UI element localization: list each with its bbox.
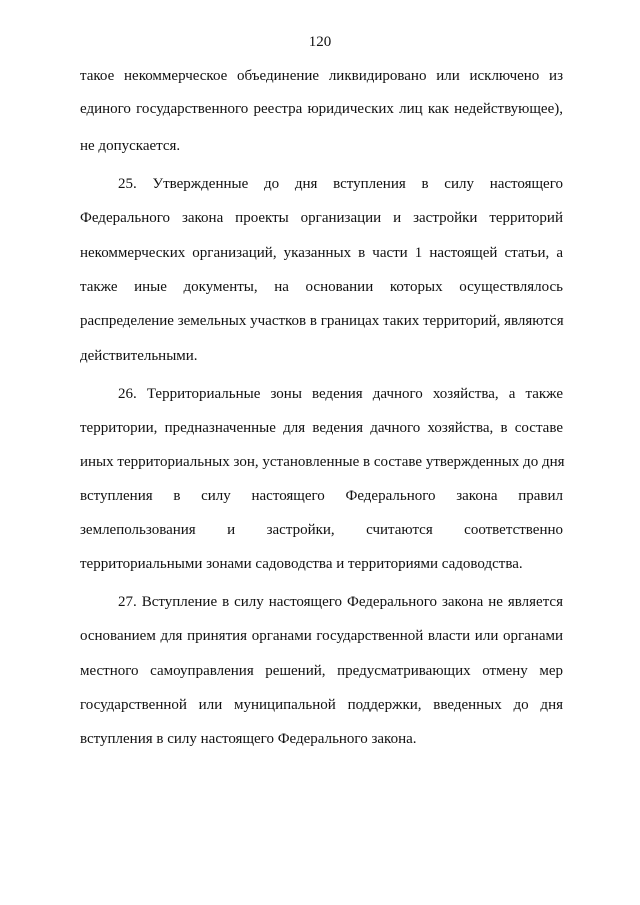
text-line: иных территориальных зон, установленные в составе утвержденных до дня: [80, 454, 565, 470]
text-line: территории, предназначенные для ведения дачного хозяйства, в составе: [80, 420, 563, 436]
text-line: не допускается.: [80, 138, 181, 154]
text-line: также иные документы, на основании которых осуществлялось: [80, 279, 563, 295]
text-line: 25. Утвержденные до дня вступления в силу настоящего: [118, 176, 563, 192]
page-number: 120: [308, 34, 332, 50]
text-line: распределение земельных участков в границах таких территорий, являются: [80, 313, 564, 329]
text-line: некоммерческих организаций, указанных в части 1 настоящей статьи, а: [80, 245, 563, 261]
text-line: основанием для принятия органами государственной власти или органами: [80, 628, 563, 644]
text-line: действительными.: [80, 348, 198, 364]
text-line: 27. Вступление в силу настоящего Федерального закона не является: [118, 594, 563, 610]
text-line: Федерального закона проекты организации и застройки территорий: [80, 210, 563, 226]
text-line: единого государственного реестра юридических лиц как недействующее),: [80, 101, 563, 117]
text-line: вступления в силу настоящего Федерального закона.: [80, 731, 417, 747]
text-line: государственной или муниципальной поддержки, введенных до дня: [80, 697, 563, 713]
text-line: такое некоммерческое объединение ликвидировано или исключено из: [80, 68, 563, 84]
text-line: территориальными зонами садоводства и территориями садоводства.: [80, 556, 523, 572]
text-line: местного самоуправления решений, предусматривающих отмену мер: [80, 663, 563, 679]
text-line: землепользования и застройки, считаются соответственно: [80, 522, 563, 538]
text-line: вступления в силу настоящего Федерального закона правил: [80, 488, 563, 504]
text-line: 26. Территориальные зоны ведения дачного хозяйства, а также: [118, 386, 563, 402]
